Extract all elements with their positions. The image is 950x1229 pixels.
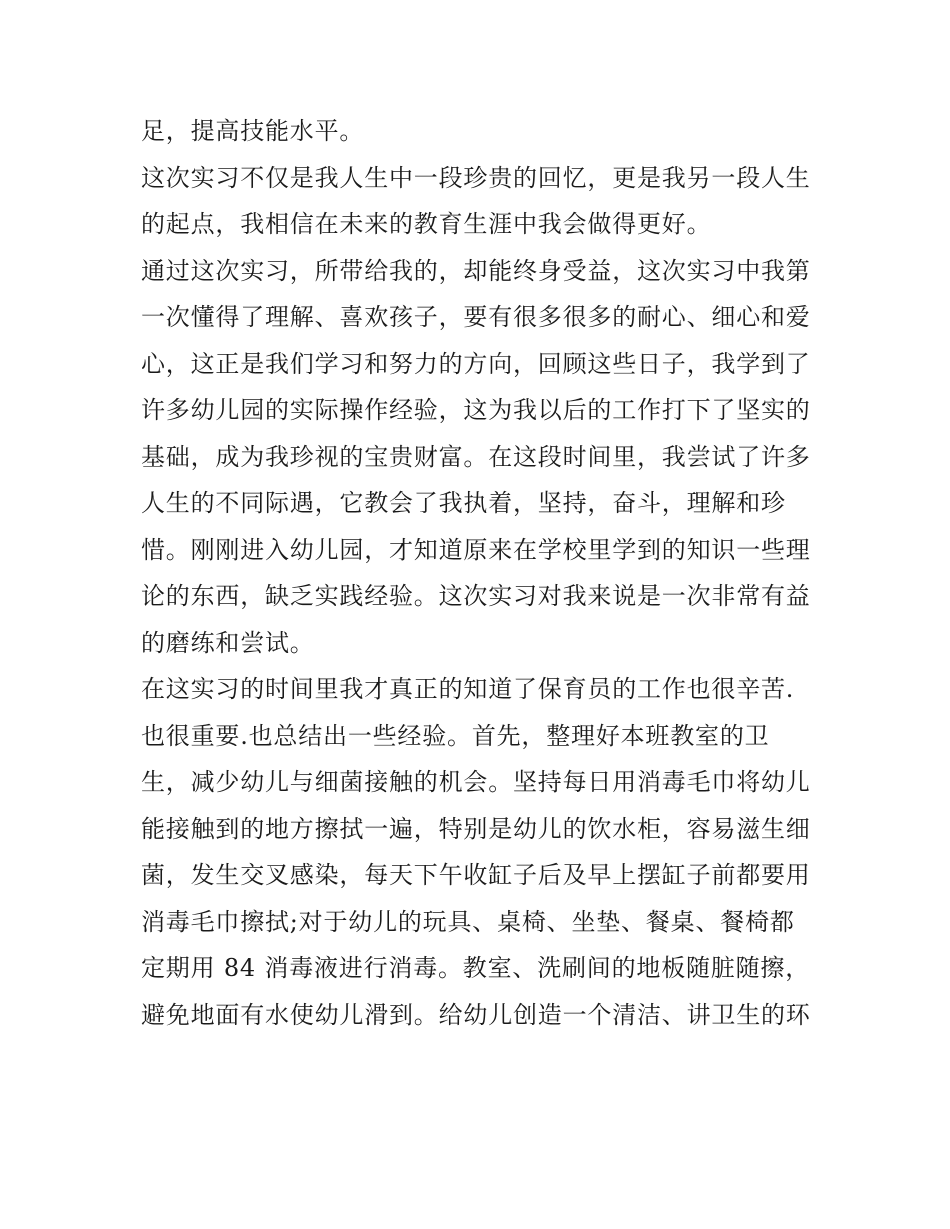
text-line: 避免地面有水使幼儿滑到。给幼儿创造一个清洁、讲卫生的环 [141,1000,811,1029]
text-line: 许多幼儿园的实际操作经验，这为我以后的工作打下了坚实的 [141,396,811,424]
text-line: 通过这次实习，所带给我的，却能终身受益，这次实习中我第 [141,256,811,285]
text-line: 的起点，我相信在未来的教育生涯中我会做得更好。 [141,210,712,238]
text-line: 论的东西，缺乏实践经验。这次实习对我来说是一次非常有益 [141,582,811,610]
text-line: 在这实习的时间里我才真正的知道了保育员的工作也很辛苦. [141,675,795,703]
text-line: 定期用 84 消毒液进行消毒。教室、洗刷间的地板随脏随擦， [141,954,810,982]
text-line: 基础，成为我珍视的宝贵财富。在这段时间里，我尝试了许多 [141,442,811,471]
text-line: 也很重要.也总结出一些经验。首先，整理好本班教室的卫 [141,721,770,750]
text-line: 菌，发生交叉感染，每天下午收缸子后及早上摆缸子前都要用 [141,861,811,889]
text-line: 生，减少幼儿与细菌接触的机会。坚持每日用消毒毛巾将幼儿 [141,768,811,796]
text-line: 心，这正是我们学习和努力的方向，回顾这些日子，我学到了 [141,349,811,378]
text-line: 一次懂得了理解、喜欢孩子，要有很多很多的耐心、细心和爱 [141,303,811,331]
text-line: 这次实习不仅是我人生中一段珍贵的回忆，更是我另一段人生 [141,163,811,192]
text-line: 能接触到的地方擦拭一遍，特别是幼儿的饮水柜，容易滋生细 [141,814,811,843]
text-line: 人生的不同际遇，它教会了我执着，坚持，奋斗，理解和珍 [141,489,786,517]
text-line: 消毒毛巾擦拭;对于幼儿的玩具、桌椅、坐垫、餐桌、餐椅都 [141,907,795,936]
text-line: 惜。刚刚进入幼儿园，才知道原来在学校里学到的知识一些理 [141,535,811,564]
body-text [141,108,841,1038]
text-line: 的磨练和尝试。 [141,628,315,657]
text-line: 足，提高技能水平。 [141,117,365,145]
